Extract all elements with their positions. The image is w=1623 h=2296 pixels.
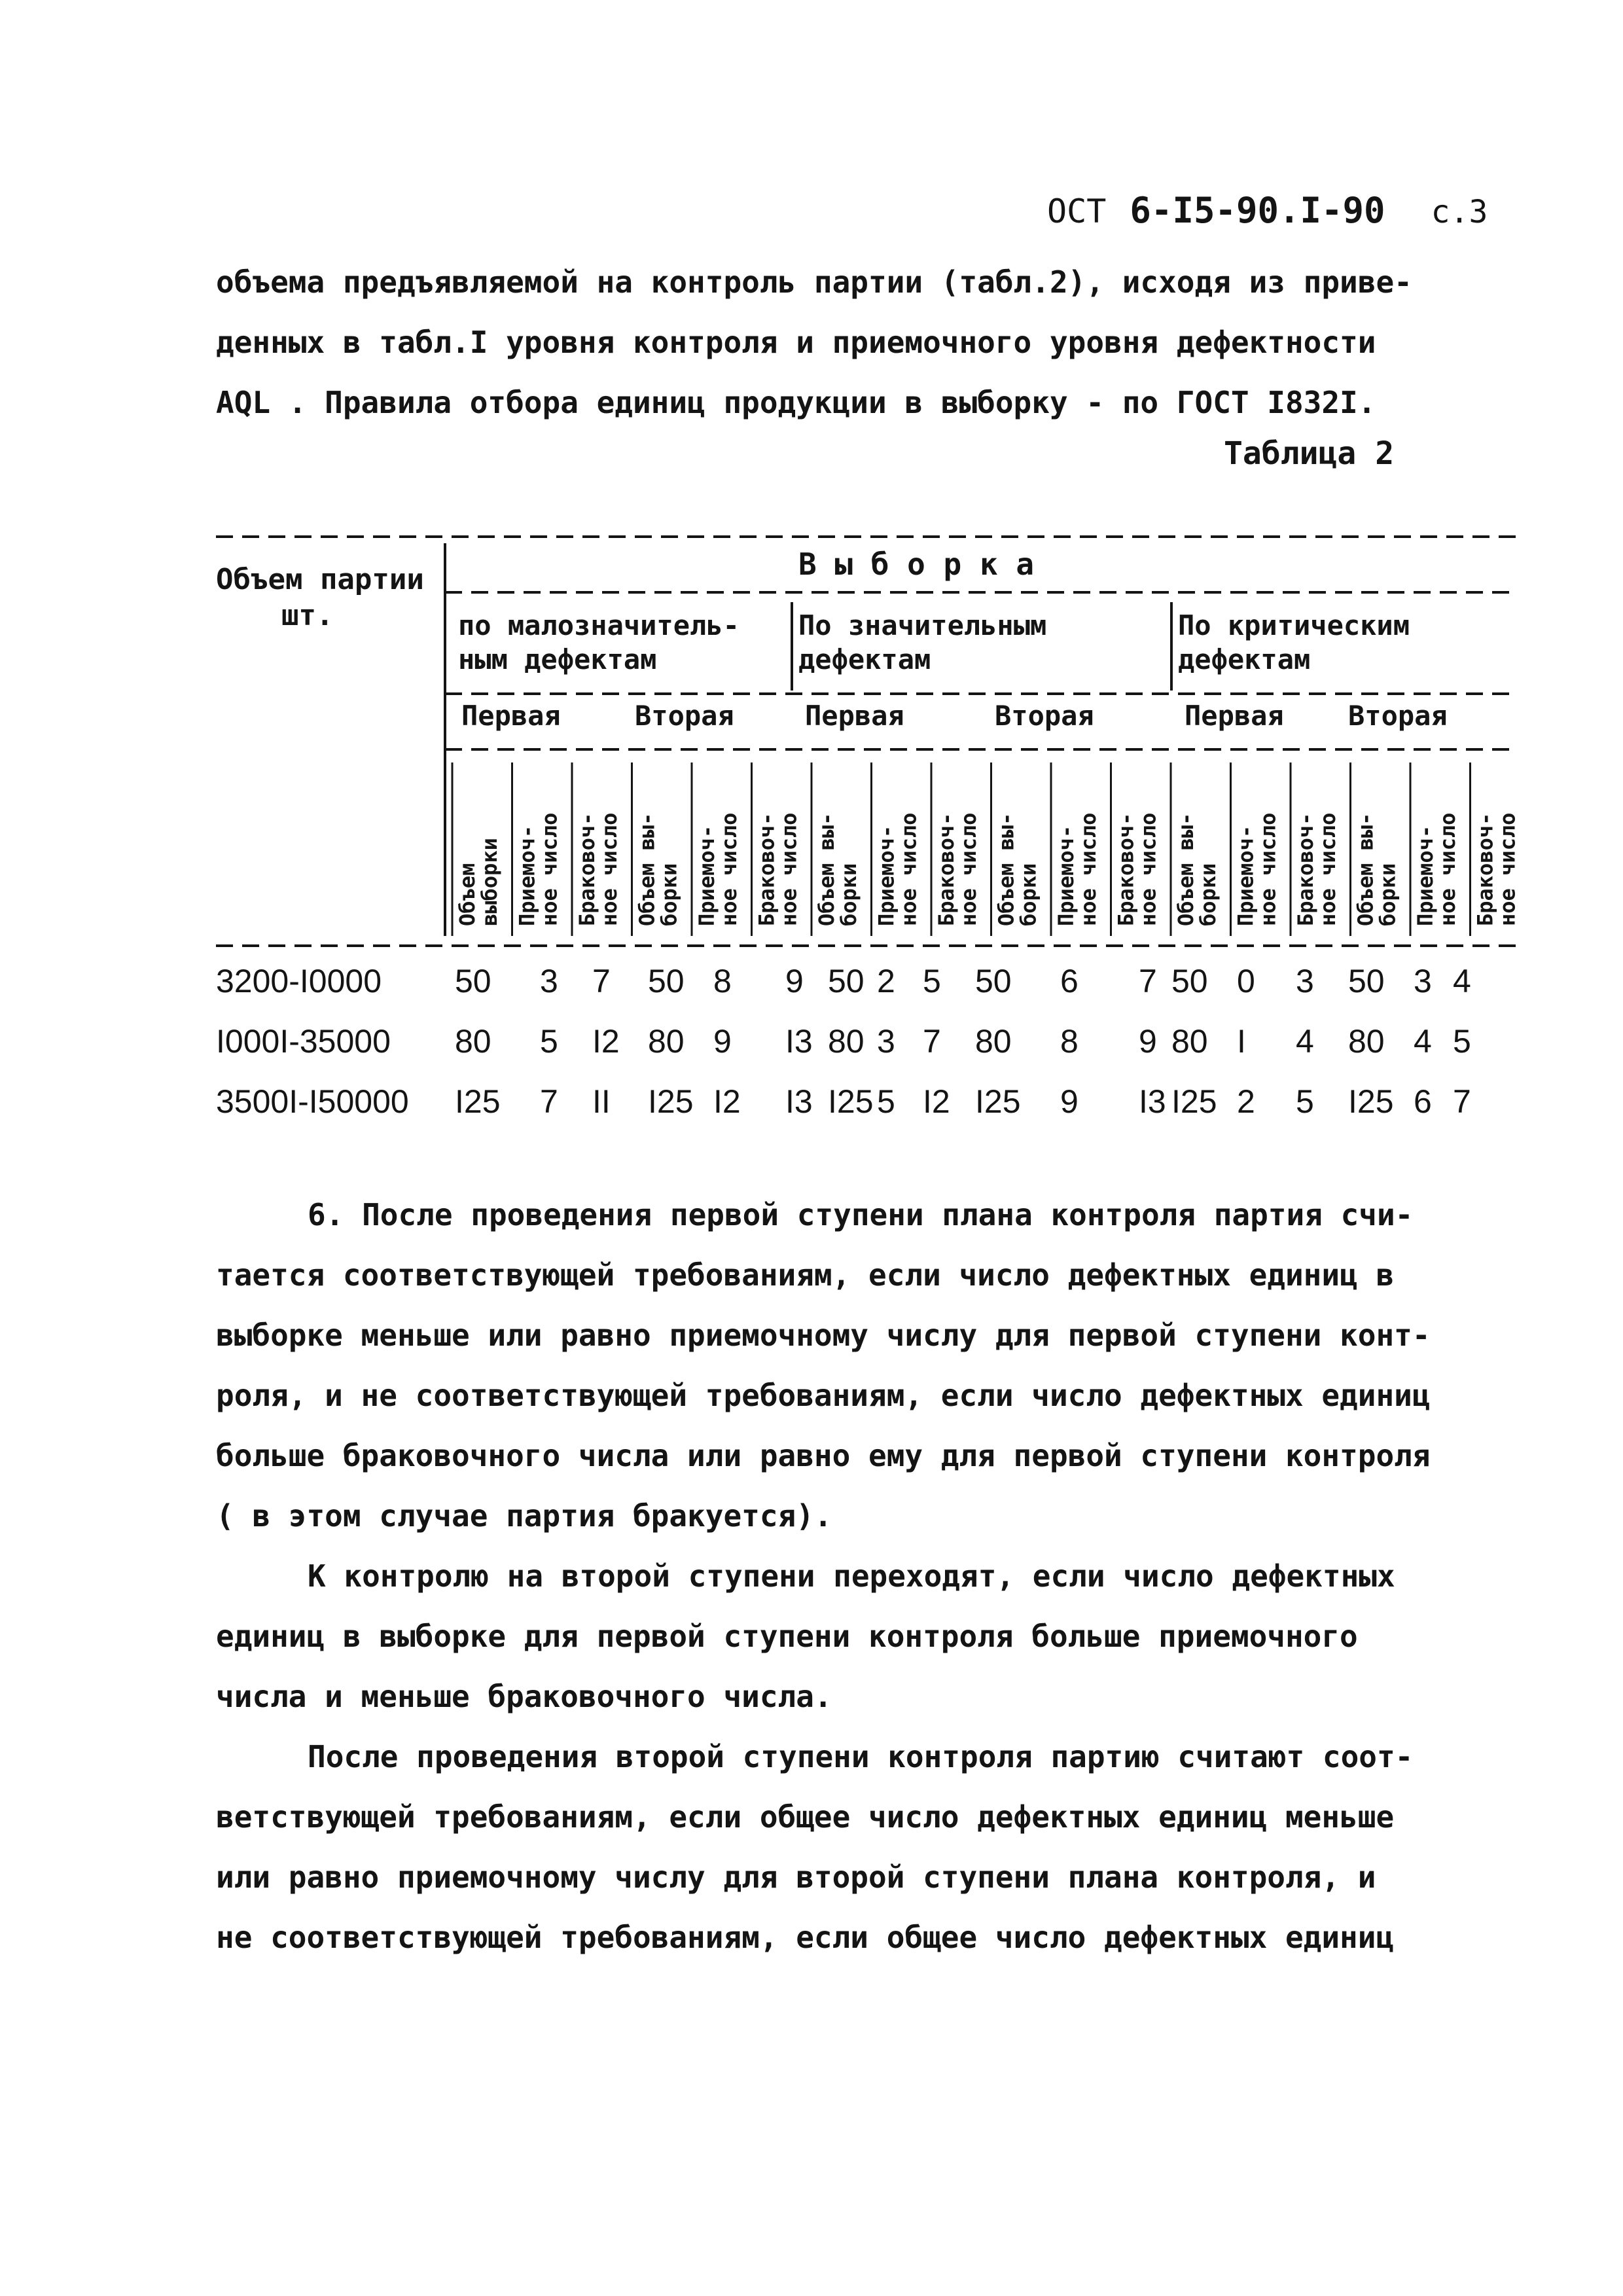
group-critical-2: дефектам [1178, 643, 1311, 675]
column-header-line: борки [1196, 863, 1221, 926]
column-header [1473, 813, 1520, 926]
column-header [1173, 813, 1221, 926]
table-cell: 4 [1414, 1023, 1432, 1060]
table-cell: 6 [1414, 1083, 1432, 1120]
table-cell: I25 [648, 1083, 694, 1120]
column-header [1353, 813, 1400, 926]
group-major-2: дефектам [798, 643, 931, 675]
column-header-line: Объем [455, 863, 480, 926]
column-header [1413, 813, 1460, 926]
body-text [216, 1185, 1459, 1967]
lot-header: Объем партии [216, 563, 424, 596]
table-cell: 50 [975, 963, 1012, 999]
table-cell: 3 [1296, 963, 1314, 999]
table-cell: 80 [975, 1023, 1012, 1060]
table-row [216, 1083, 1525, 1141]
table-cell: I2 [713, 1083, 741, 1120]
column-header-line: Браковоч- [934, 812, 959, 926]
table-cell: 4 [1453, 963, 1471, 999]
column-header-line: ное число [597, 812, 622, 926]
column-header-line: ное число [1076, 812, 1101, 926]
table-cell: 3 [540, 963, 558, 999]
table-cell: 80 [1348, 1023, 1385, 1060]
column-header-line: Браковоч- [754, 812, 779, 926]
column-header-line: Приемоч- [1233, 825, 1258, 926]
table-cell: 9 [1139, 1023, 1157, 1060]
table-cell: I3 [785, 1023, 813, 1060]
table-cell: 3 [1414, 963, 1432, 999]
column-header-line: Приемоч- [694, 825, 719, 926]
text-line: денных в табл.I уровня контроля и приемочного уровня дефектности [216, 325, 1376, 360]
column-header-line: Объем вы- [993, 812, 1019, 926]
table-cell: 5 [923, 963, 941, 999]
column-header-line: борки [1016, 863, 1041, 926]
text-line: роля, и не соответствующей требованиям, если число дефектных единиц [216, 1378, 1431, 1413]
stage-label: Вторая [635, 700, 734, 732]
column-header [755, 813, 802, 926]
stage-label: Вторая [995, 700, 1094, 732]
table-cell: I3 [1139, 1083, 1166, 1120]
intro-paragraph [216, 252, 1459, 433]
table-cell: II [592, 1083, 611, 1120]
table-cell: I2 [923, 1083, 950, 1120]
column-header-line: Приемоч- [1413, 825, 1438, 926]
column-header-line: ное число [1435, 812, 1460, 926]
table-cell: 7 [540, 1083, 558, 1120]
standard-prefix: ОСТ [1047, 192, 1107, 230]
table-cell: 9 [713, 1023, 732, 1060]
column-header-line: ное число [537, 812, 562, 926]
column-header [814, 813, 861, 926]
column-header-line: Объем вы- [634, 812, 660, 926]
column-header [1054, 813, 1101, 926]
table-cell: 80 [648, 1023, 685, 1060]
table-cell: 5 [1453, 1023, 1471, 1060]
stage-label: Первая [461, 700, 561, 732]
text-line: AQL . Правила отбора единиц продукции в выборку - по ГОСТ I832I. [216, 385, 1376, 420]
standard-code: 6-I5-90.I-90 [1130, 190, 1385, 231]
column-header-line: ное число [956, 812, 981, 926]
lot-header-unit: шт. [281, 599, 334, 632]
column-header-line: Браковоч- [575, 812, 599, 926]
text-line: тается соответствующей требованиям, если число дефектных единиц в [216, 1257, 1395, 1293]
column-header-line: Объем вы- [814, 812, 839, 926]
table-cell: 50 [455, 963, 491, 999]
column-header [1234, 813, 1281, 926]
column-header-line: Браковоч- [1293, 812, 1318, 926]
column-header [994, 813, 1041, 926]
table-title: Таблица 2 [1224, 435, 1395, 472]
column-header-line: ное число [1135, 812, 1161, 926]
table-cell: 50 [1348, 963, 1385, 999]
table-cell: 80 [1171, 1023, 1208, 1060]
table-cell: 9 [1060, 1083, 1079, 1120]
column-header-line: борки [656, 863, 682, 926]
column-header-line: борки [1375, 863, 1400, 926]
column-header-line: Браковоч- [1113, 812, 1139, 926]
group-minor-2: ным дефектам [458, 643, 657, 675]
sample-header: В ы б о р к а [798, 547, 1035, 582]
table-cell: 7 [923, 1023, 941, 1060]
table-cell: 50 [1171, 963, 1208, 999]
stage-label: Вторая [1348, 700, 1448, 732]
column-header-line: Приемоч- [514, 825, 540, 926]
table-cell: I2 [592, 1023, 620, 1060]
column-header [455, 838, 502, 926]
table-cell: 7 [1453, 1083, 1471, 1120]
group-critical-1: По критическим [1178, 609, 1410, 641]
table-cell: 50 [828, 963, 865, 999]
text-line: После проведения второй ступени контроля партию считают соот- [308, 1739, 1414, 1774]
column-header-line: борки [836, 863, 861, 926]
stage-label: Первая [1185, 700, 1284, 732]
column-header-line: Объем вы- [1353, 812, 1378, 926]
table-cell: 7 [592, 963, 611, 999]
table-cell: 3 [877, 1023, 895, 1060]
table-cell: I25 [828, 1083, 874, 1120]
text-line: выборке меньше или равно приемочному числу для первой ступени конт- [216, 1318, 1431, 1353]
table-row [216, 1022, 1525, 1081]
column-header-line: ное число [896, 812, 921, 926]
column-header-line: Приемоч- [874, 825, 899, 926]
table-cell: 2 [877, 963, 895, 999]
column-header-line: ное число [1495, 812, 1520, 926]
document-header [1047, 190, 1488, 231]
column-header [1293, 813, 1340, 926]
table-cell: 2 [1237, 1083, 1255, 1120]
text-line: ( в этом случае партия бракуется). [216, 1498, 832, 1534]
table-cell: I25 [975, 1083, 1021, 1120]
table-cell: 7 [1139, 963, 1157, 999]
table-cell: I25 [1348, 1083, 1394, 1120]
table-cell: 9 [785, 963, 804, 999]
table-cell: 4 [1296, 1023, 1314, 1060]
column-header [1114, 813, 1161, 926]
text-line: больше браковочного числа или равно ему для первой ступени контроля [216, 1438, 1431, 1473]
column-header [694, 813, 741, 926]
page-number: с.3 [1431, 194, 1488, 230]
column-header-line: ное число [717, 812, 741, 926]
column-header [575, 813, 622, 926]
table-cell: 50 [648, 963, 685, 999]
column-header [874, 813, 921, 926]
table-cell: I25 [455, 1083, 501, 1120]
column-header-line: ное число [776, 812, 802, 926]
table-cell: 0 [1237, 963, 1255, 999]
text-line: числа и меньше браковочного числа. [216, 1679, 832, 1714]
column-header-line: Объем вы- [1173, 812, 1198, 926]
table-cell: 8 [713, 963, 732, 999]
column-header-line: Браковоч- [1472, 812, 1498, 926]
column-header [635, 813, 682, 926]
text-line: ветствующей требованиям, если общее число дефектных единиц меньше [216, 1799, 1395, 1835]
column-header [934, 813, 981, 926]
lot-size-cell: 3200-I0000 [216, 963, 382, 999]
column-header-line: Приемоч- [1054, 825, 1079, 926]
table-cell: 5 [540, 1023, 558, 1060]
group-minor-1: по малозначитель- [458, 609, 740, 641]
column-header-line: выборки [477, 838, 502, 926]
stage-label: Первая [805, 700, 904, 732]
text-line: или равно приемочному числу для второй ступени плана контроля, и [216, 1859, 1376, 1895]
text-line: не соответствующей требованиям, если общее число дефектных единиц [216, 1920, 1395, 1955]
table-cell: 80 [828, 1023, 865, 1060]
table-header [209, 517, 1531, 962]
text-line: К контролю на второй ступени переходят, если число дефектных [308, 1558, 1395, 1594]
lot-size-cell: I000I-35000 [216, 1023, 391, 1060]
column-header-line: ное число [1315, 812, 1340, 926]
table-cell: 80 [455, 1023, 491, 1060]
table-cell: 5 [877, 1083, 895, 1120]
group-major-1: По значительным [798, 609, 1047, 641]
table-row [216, 962, 1525, 1021]
text-line: 6. После проведения первой ступени плана контроля партия счи- [308, 1197, 1414, 1232]
table-cell: 8 [1060, 1023, 1079, 1060]
column-header [515, 813, 562, 926]
table-cell: 5 [1296, 1083, 1314, 1120]
table-cell: I25 [1171, 1083, 1217, 1120]
column-header-line: ное число [1255, 812, 1281, 926]
table-cell: I [1237, 1023, 1246, 1060]
text-line: единиц в выборке для первой ступени контроля больше приемочного [216, 1619, 1358, 1654]
table-cell: I3 [785, 1083, 813, 1120]
lot-size-cell: 3500I-I50000 [216, 1083, 409, 1120]
table-cell: 6 [1060, 963, 1079, 999]
text-line: объема предъявляемой на контроль партии (табл.2), исходя из приве- [216, 264, 1412, 300]
